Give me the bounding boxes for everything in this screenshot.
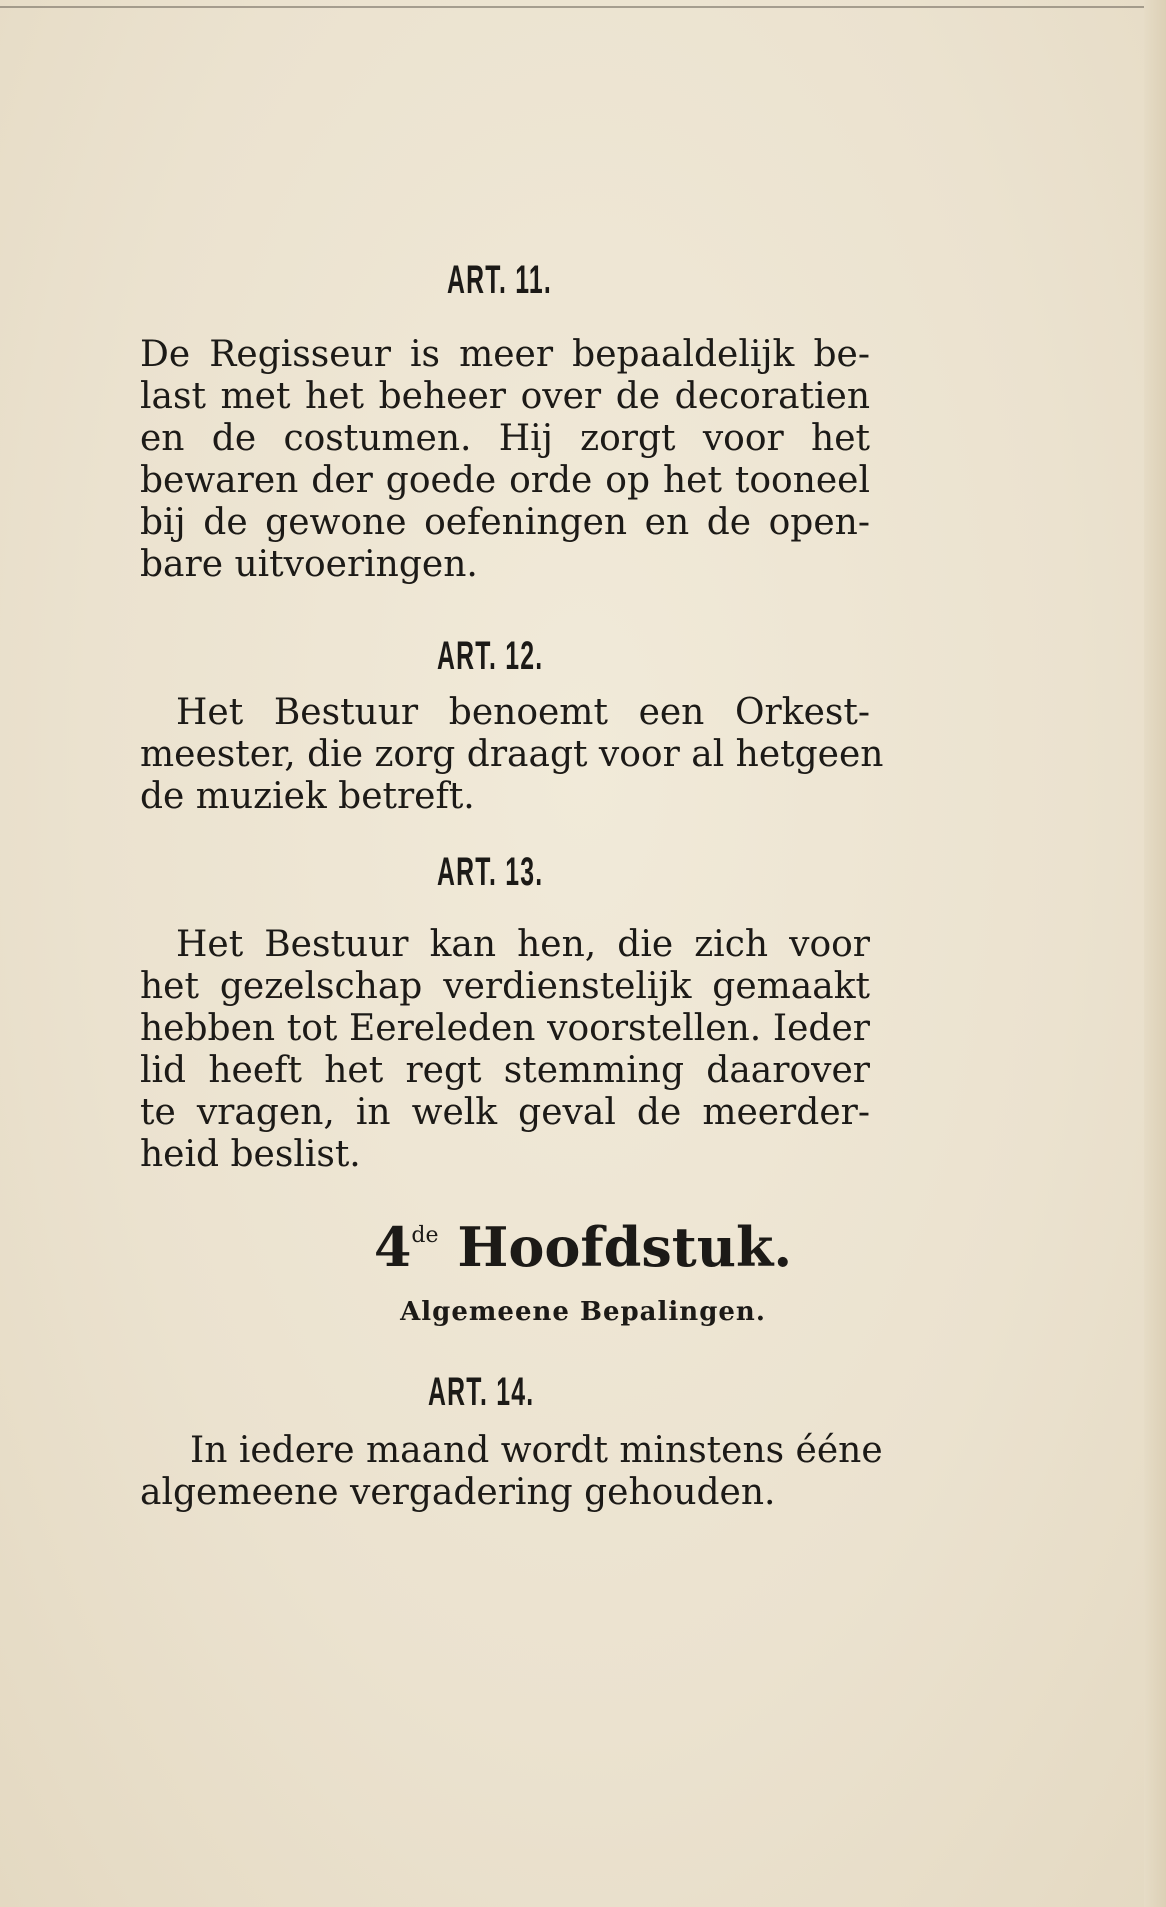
article-12-heading: ART. 12. xyxy=(437,634,544,678)
article-11-line-6: bare uitvoeringen. xyxy=(140,544,478,585)
chapter-subtitle: Algemeene Bepalingen. xyxy=(400,1297,766,1327)
article-11-line-4: bewaren der goede orde op het tooneel xyxy=(140,460,870,501)
article-13-heading: ART. 13. xyxy=(437,850,544,894)
article-13-line-5: te vragen, in welk geval de meerder- xyxy=(140,1092,870,1133)
article-12-line-1: Het Bestuur benoemt een Orkest- xyxy=(176,692,870,733)
article-13-line-6: heid beslist. xyxy=(140,1134,361,1175)
article-14-line-2: algemeene vergadering gehouden. xyxy=(140,1472,776,1513)
top-rule xyxy=(0,6,1166,8)
article-11-heading: ART. 11. xyxy=(447,258,553,302)
article-11-line-2: last met het beheer over de decoratien xyxy=(140,376,870,417)
chapter-number-suffix: de xyxy=(411,1223,439,1248)
article-14-line-1: In iedere maand wordt minstens ééne xyxy=(190,1430,883,1471)
article-11-line-5: bij de gewone oefeningen en de open- xyxy=(140,502,870,543)
chapter-heading xyxy=(0,1215,1166,1279)
article-12-line-2: meester, die zorg draagt voor al hetgeen xyxy=(140,734,884,775)
article-12-line-3: de muziek betreft. xyxy=(140,776,475,817)
chapter-title: Hoofdstuk. xyxy=(457,1215,793,1279)
page-edge xyxy=(1144,0,1166,1907)
article-11-line-1: De Regisseur is meer bepaaldelijk be- xyxy=(140,334,870,375)
article-13-line-1: Het Bestuur kan hen, die zich voor xyxy=(176,924,870,965)
article-13-line-2: het gezelschap verdienstelijk gemaakt xyxy=(140,966,870,1007)
article-11-line-3: en de costumen. Hij zorgt voor het xyxy=(140,418,870,459)
article-14-heading: ART. 14. xyxy=(428,1370,535,1414)
article-13-line-4: lid heeft het regt stemming daarover xyxy=(140,1050,870,1091)
article-13-line-3: hebben tot Eereleden voorstellen. Ieder xyxy=(140,1008,870,1049)
chapter-number: 4 xyxy=(373,1215,412,1279)
